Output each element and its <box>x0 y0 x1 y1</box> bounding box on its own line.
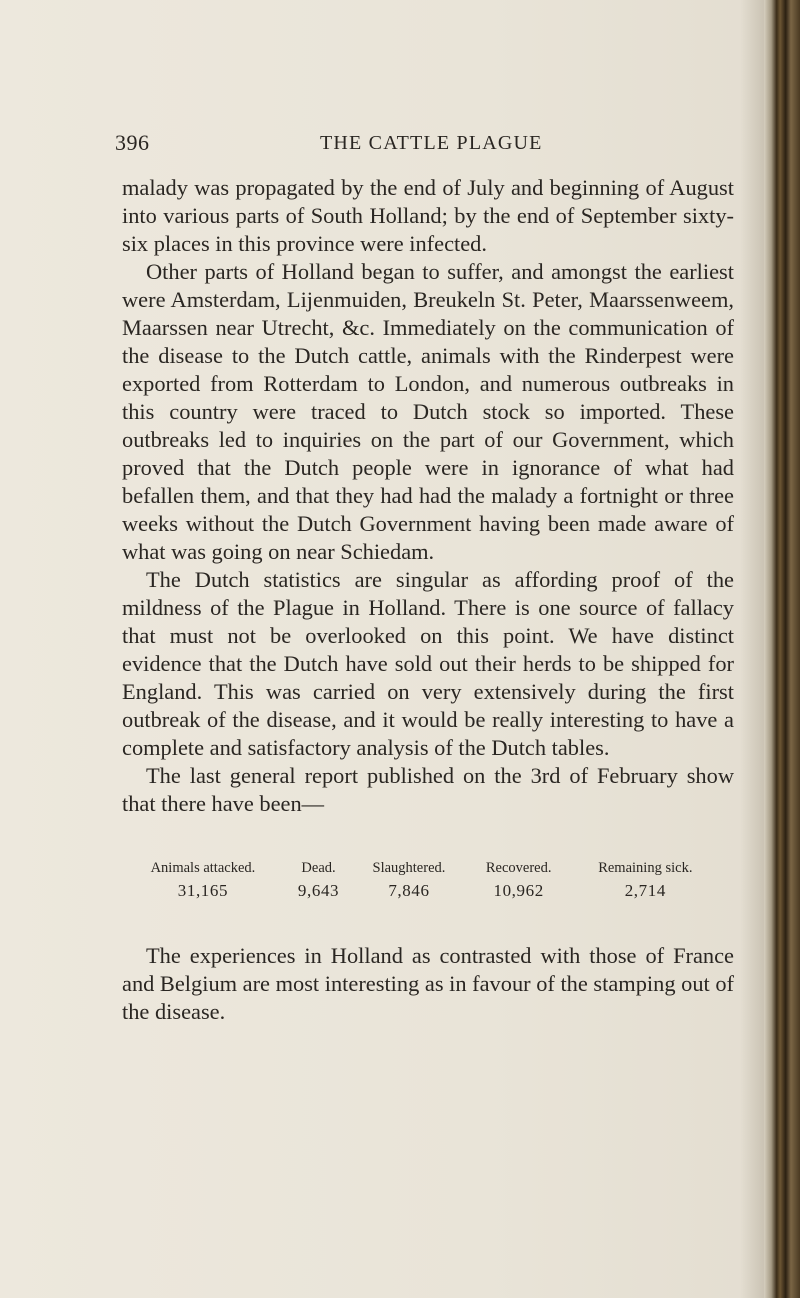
value-dead: 9,643 <box>297 881 340 900</box>
value-remaining-sick: 2,714 <box>624 881 666 900</box>
value-recovered: 10,962 <box>493 881 544 900</box>
value-animals-attacked: 31,165 <box>177 881 229 900</box>
body-text <box>122 174 734 818</box>
paragraph-3: The Dutch statistics are singular as affording proof of the mildness of the Plague in Holland. There is one source of fallacy that must not be overlooked on this point. We have distinct evidence that the Dutch have sold out their herds to be shipped for England. This was carried on very extensively during the first outbreak of the disease, and it would be really interesting to have a complete and satisfactory analysis of the Dutch tables. <box>122 567 734 760</box>
statistics-value-row <box>120 881 720 901</box>
book-binding-edge <box>764 0 800 1298</box>
paragraph-4: The last general report published on the 3rd of February show that there have been— <box>122 763 734 816</box>
header-slaughtered: Slaughtered. <box>372 860 446 876</box>
paragraph-2: Other parts of Holland began to suffer, and amongst the earliest were Amsterdam, Lijenmuiden, Breukeln St. Peter, Maarssenweem, Maarssen near Utrecht, &c. Immediately on the communication of the disease to the Dutch cattle, animals with the Rinderpest were exported from Rotterdam to London, and numerous outbreaks in this country were traced to Dutch stock so imported. These outbreaks led to inquiries on the part of our Government, which proved that the Dutch people were in ignorance of what had befallen them, and that they had had the malady a fortnight or three weeks without the Dutch Government having been made aware of what was going on near Schiedam. <box>122 259 734 564</box>
closing-text <box>122 942 734 1026</box>
running-title: THE CATTLE PLAGUE <box>320 132 543 154</box>
header-recovered: Recovered. <box>485 860 552 876</box>
header-dead: Dead. <box>301 860 336 876</box>
page-header <box>115 130 735 164</box>
statistics-table <box>120 860 720 901</box>
page-number: 396 <box>115 130 150 155</box>
binding-shadow <box>740 0 764 1298</box>
value-slaughtered: 7,846 <box>388 881 430 900</box>
statistics-header-row <box>120 860 720 881</box>
header-remaining-sick: Remaining sick. <box>598 860 693 876</box>
closing-paragraph: The experiences in Holland as contrasted with those of France and Belgium are most interesting as in favour of the stamping out of the disease. <box>122 943 734 1024</box>
paragraph-1: malady was propagated by the end of July and beginning of August into various parts of South Holland; by the end of September sixty-six places in this province were infected. <box>122 175 734 256</box>
header-animals-attacked: Animals attacked. <box>150 860 256 876</box>
